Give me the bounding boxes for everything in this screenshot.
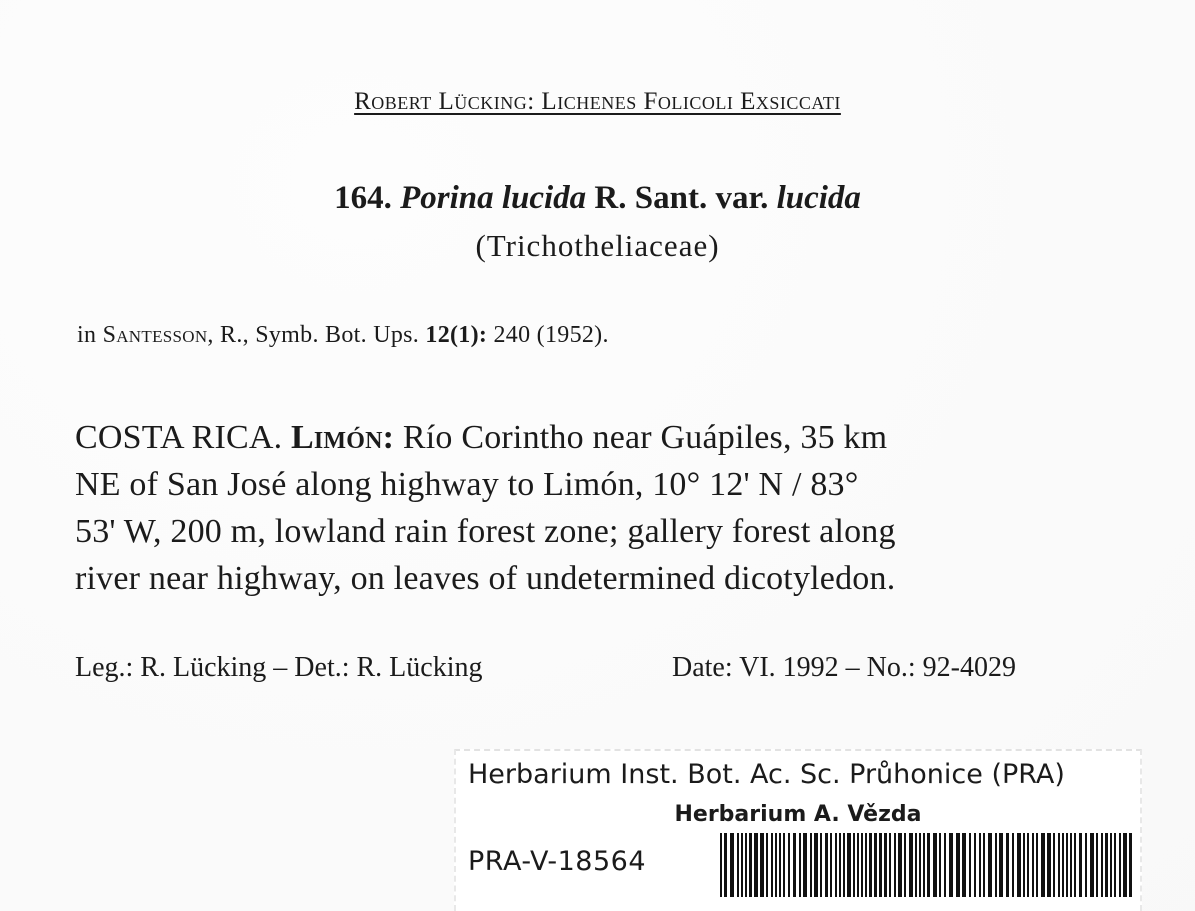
locality-country: COSTA RICA. (75, 419, 291, 456)
reference-author: Santesson (102, 322, 208, 348)
taxon-name-line (0, 180, 1195, 217)
exsiccata-series-title: Robert Lücking: Lichenes Folicoli Exsiccati (354, 88, 841, 115)
taxon-variety: lucida (776, 180, 861, 216)
collection-date-number: Date: VI. 1992 – No.: 92-4029 (672, 652, 1016, 683)
herbarium-collection-name: Herbarium A. Vězda (674, 802, 922, 827)
locality-province: Limón: (291, 419, 395, 456)
locality-line-2: NE of San José along highway to Limón, 10° 12' N / 83° (75, 466, 859, 503)
literature-reference: in Santesson, R., Symb. Bot. Ups. 12(1): 240 (1952). (77, 322, 609, 348)
locality-description (75, 414, 1095, 602)
reference-volume: 12(1): (425, 322, 488, 348)
taxon-author: R. Sant. var. (594, 180, 769, 216)
barcode-icon (720, 833, 1132, 897)
genus-species: Porina lucida (400, 180, 587, 216)
herbarium-barcode-label (454, 749, 1142, 911)
locality-line-3: 53' W, 200 m, lowland rain forest zone; gallery forest along (75, 513, 896, 550)
herbarium-institution: Herbarium Inst. Bot. Ac. Sc. Průhonice (PRA) (468, 759, 1065, 790)
family-name: (Trichotheliaceae) (475, 228, 720, 263)
specimen-code: PRA-V-18564 (468, 846, 647, 877)
collector-determiner: Leg.: R. Lücking – Det.: R. Lücking (75, 652, 483, 683)
exsiccata-number: 164. (334, 180, 392, 216)
locality-line-1: COSTA RICA. Limón: Río Corintho near Guápiles, 35 km (75, 419, 888, 456)
locality-line-4: river near highway, on leaves of undetermined dicotyledon. (75, 560, 896, 597)
